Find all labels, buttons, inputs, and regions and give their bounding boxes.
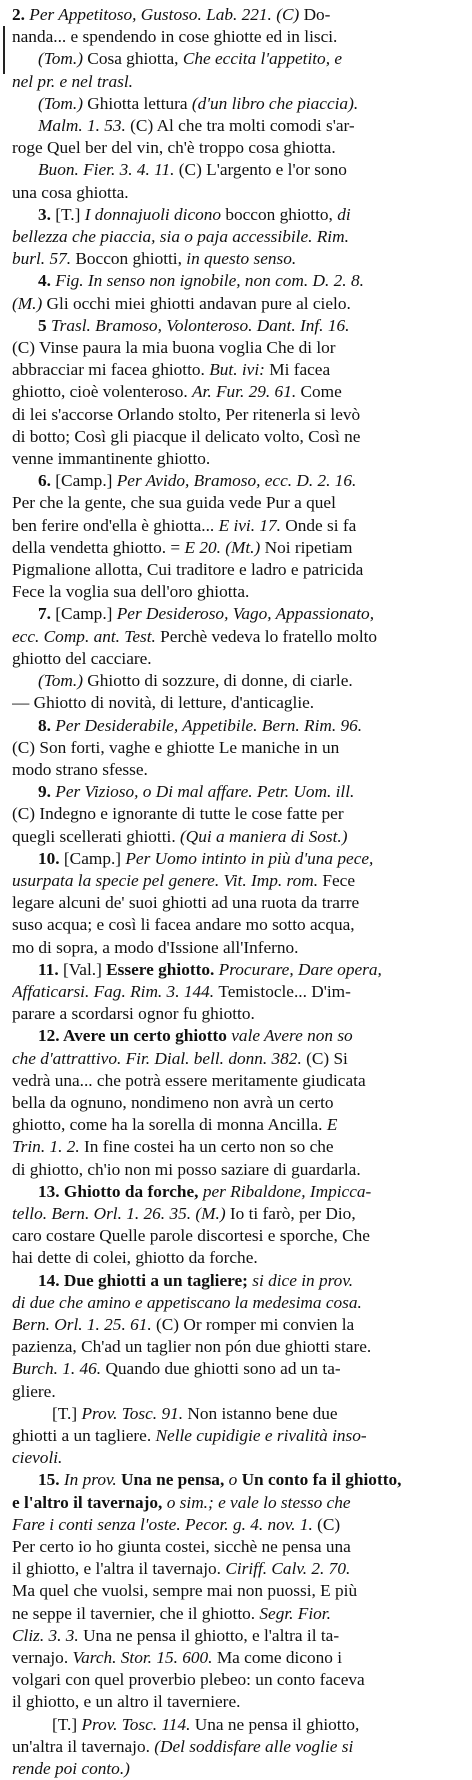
body-text: di ghiotto, ch'io non mi posso saziare di guardarla. [12, 1159, 361, 1179]
text-line [12, 914, 460, 936]
bold-text: 7. [38, 604, 56, 624]
body-text: modo strano sfesse. [12, 759, 148, 779]
text-line [12, 1669, 460, 1691]
body-text: Per certo io ho giunta costei, sicchè ne pensa una [12, 1537, 351, 1557]
italic-text: Cliz. 3. 3. [12, 1625, 84, 1645]
body-text: gliere. [12, 1381, 56, 1401]
text-line [12, 892, 460, 914]
italic-text: bellezza che piaccia, sia o paja accessibile. Rim. [12, 227, 349, 247]
dictionary-entries [12, 4, 460, 1780]
text-line [12, 1714, 460, 1736]
body-text: [Camp.] [63, 848, 126, 868]
text-line [12, 1225, 460, 1247]
body-text: ghiotto del cacciare. [12, 648, 152, 668]
body-text: venne immantinente ghiotto. [12, 449, 211, 469]
text-line [12, 737, 460, 759]
text-line [12, 581, 460, 603]
body-text: boccon ghiotto, [225, 204, 338, 224]
body-text: ghiotto, cioè volenteroso. [12, 382, 192, 402]
bold-text: Una ne pensa, [121, 1470, 229, 1490]
body-text: vernajo. [12, 1648, 73, 1668]
text-line [12, 159, 460, 181]
text-line [12, 26, 460, 48]
italic-text: Per Vizioso, o Di mal affare. Petr. Uom. ill. [55, 782, 355, 802]
italic-text: Trasl. Bramoso, Volonteroso. Dant. Inf. 16. [50, 315, 350, 335]
body-text: vedrà una... che potrà essere meritamente giudicata [12, 1070, 366, 1090]
bold-text: 10. [38, 848, 64, 868]
text-line [12, 248, 460, 270]
bold-text: 4. [38, 271, 56, 291]
body-text: Ghiotto di sozzure, di donne, di ciarle. [87, 671, 353, 691]
bold-text: 13. [38, 1181, 64, 1201]
text-line [12, 4, 460, 26]
italic-text: burl. 57. [12, 249, 76, 269]
text-line [12, 293, 460, 315]
bold-text: Due ghiotti a un tagliere; [63, 1270, 253, 1290]
body-text: roge Quel ber del vin, ch'è troppo cosa ghiotta. [12, 138, 336, 158]
text-line [12, 870, 460, 892]
text-line [12, 559, 460, 581]
body-text: Noi ripetiam [264, 537, 353, 557]
bold-text: 12. [38, 1026, 63, 1046]
dictionary-entry [12, 315, 460, 470]
text-line [12, 1136, 460, 1158]
italic-text: I donnajuoli dicono [84, 204, 226, 224]
italic-text: ecc. Comp. ant. Test. [12, 626, 161, 646]
body-text: volgari con quel proverbio plebeo: un conto faceva [12, 1670, 365, 1690]
dictionary-entry [12, 603, 460, 714]
text-line [12, 848, 460, 870]
dictionary-entry [12, 1469, 460, 1780]
italic-text: usurpata la specie pel genere. Vit. Imp. rom. [12, 870, 323, 890]
text-line [12, 492, 460, 514]
body-text: [T.] [52, 1714, 82, 1734]
body-text: Mi facea [269, 360, 331, 380]
body-text: Pigmalione allotta, Cui traditore e ladro e patricida [12, 560, 364, 580]
body-text: (C) Indegno e ignorante di tutte le cose fatte per [12, 804, 344, 824]
body-text: di lei s'accorse Orlando stolto, Per ritenerla si levò [12, 404, 361, 424]
body-text: mo di sopra, a modo d'Issione all'Inferno. [12, 937, 299, 957]
text-line [12, 1025, 460, 1047]
body-text: Io ti farò, per Dio, [229, 1203, 356, 1223]
bold-text: Essere ghiotto. [106, 959, 219, 979]
body-text: della vendetta ghiotto. = [12, 537, 185, 557]
text-line [12, 381, 460, 403]
text-line [12, 1114, 460, 1136]
body-text: [T.] [55, 204, 85, 224]
body-text: Ma come dicono i [216, 1648, 343, 1668]
text-line [12, 1270, 460, 1292]
dictionary-entry [12, 270, 460, 314]
dictionary-entry [12, 1025, 460, 1180]
text-line [12, 359, 460, 381]
italic-text: Ciriff. Calv. 2. 70. [225, 1559, 351, 1579]
text-line [12, 759, 460, 781]
bold-text: 2. [12, 5, 30, 24]
body-text: abbracciar mi facea ghiotto. [12, 360, 210, 380]
italic-text: Fig. In senso non ignobile, non com. D. 2. 8. [55, 271, 364, 291]
text-line [12, 1425, 460, 1447]
body-text: (C) Son forti, vaghe e ghiotte Le maniche in un [12, 737, 340, 757]
italic-text: Per Desideroso, Vago, Appassionato, [116, 604, 375, 624]
body-text: Boccon ghiotti, [75, 249, 187, 269]
italic-text: vale Avere non so [231, 1026, 353, 1046]
text-line [12, 1159, 460, 1181]
body-text: Gli occhi miei ghiotti andavan pure al cielo. [46, 293, 351, 313]
text-line [12, 1003, 460, 1025]
body-text: (C) L'argento e l'or sono [178, 160, 347, 180]
italic-text: per Ribaldone, Impicca- [202, 1181, 372, 1201]
text-line [12, 781, 460, 803]
body-text: Una ne pensa il ghiotto, e l'altra il ta- [83, 1625, 340, 1645]
dictionary-entry [12, 959, 460, 1026]
text-line [12, 337, 460, 359]
dictionary-entry [12, 470, 460, 603]
body-text: hai dette di colei, ghiotto da forche. [12, 1248, 258, 1268]
italic-text: Trin. 1. 2. [12, 1137, 85, 1157]
italic-text: Nelle cupidigie e rivalità inso- [155, 1426, 367, 1445]
italic-text: Ar. Fur. 29. 61. [191, 382, 301, 402]
body-text: (C) Al che tra molti comodi s'ar- [130, 116, 355, 136]
body-text: (C) Or romper mi convien la [156, 1314, 355, 1334]
body-text: Quando due ghiotti sono ad un ta- [105, 1359, 341, 1379]
body-text: quegli scellerati ghiotti. [12, 826, 180, 846]
text-line [12, 1092, 460, 1114]
text-line [12, 1536, 460, 1558]
italic-text: But. ivi: [209, 360, 270, 380]
text-line [12, 1070, 460, 1092]
text-line [12, 270, 460, 292]
italic-text: Segr. Fior. [259, 1603, 331, 1623]
italic-text: (d'un libro che piaccia). [191, 93, 359, 113]
bold-text: 9. [38, 782, 56, 802]
italic-text: rende poi conto.) [12, 1759, 130, 1779]
body-text: il ghiotto, e un altro il taverniere. [12, 1692, 241, 1712]
text-line [12, 648, 460, 670]
bold-text: Un conto fa il ghiotto, [241, 1470, 402, 1490]
body-text: Una ne pensa il ghiotto, [194, 1714, 360, 1734]
body-text: Ghiotta lettura [87, 93, 192, 113]
text-line [12, 71, 460, 93]
text-line [12, 1358, 460, 1380]
body-text: Fece [322, 870, 355, 890]
italic-text: E 20. (Mt.) [184, 537, 265, 557]
text-line [12, 1314, 460, 1336]
italic-text: Malm. 1. 53. [38, 116, 131, 136]
italic-text: (Tom.) [38, 49, 88, 69]
text-line [12, 404, 460, 426]
body-text: Cosa ghiotta, [87, 49, 183, 69]
italic-text: (C) [276, 5, 304, 24]
body-text: il ghiotto, e l'altra il tavernajo. [12, 1559, 226, 1579]
italic-text: Che eccita l'appetito, e [182, 49, 343, 69]
text-line [12, 692, 460, 714]
italic-text: (Tom.) [38, 93, 88, 113]
italic-text: Varch. Stor. 15. 600. [72, 1648, 217, 1668]
text-line [12, 1514, 460, 1536]
italic-text: Per Avido, Bramoso, ecc. D. 2. 16. [116, 471, 357, 491]
bold-text: 6. [38, 471, 56, 491]
italic-text: E [326, 1115, 338, 1135]
text-line [12, 426, 460, 448]
body-text: In fine costei ha un certo non so che [84, 1137, 334, 1157]
body-text: (C) [317, 1514, 341, 1534]
body-text: Do- [303, 5, 331, 24]
text-line [12, 470, 460, 492]
body-text: Temistocle... D'im- [218, 981, 351, 1001]
body-text: [Camp.] [55, 604, 117, 624]
text-line [12, 1647, 460, 1669]
italic-text: (Tom.) [38, 671, 88, 691]
italic-text: Affaticarsi. Fag. Rim. 3. 144. [12, 981, 219, 1001]
text-line [12, 1292, 460, 1314]
text-line [12, 515, 460, 537]
body-text: suso acqua; e così li facea andare mo sotto acqua, [12, 915, 355, 935]
text-line [12, 1736, 460, 1758]
italic-text: nel pr. e nel trasl. [12, 71, 133, 91]
body-text: parare a scordarsi ognor fu ghiotto. [12, 1004, 255, 1024]
body-text: — Ghiotto di novità, di letture, d'anticaglie. [12, 693, 315, 713]
text-line [12, 1492, 460, 1514]
body-text: una cosa ghiotta. [12, 182, 129, 202]
body-text: [T.] [52, 1403, 82, 1423]
italic-text: Per Uomo intinto in più d'una pece, [125, 848, 374, 868]
text-line [12, 603, 460, 625]
body-text: pazienza, Ch'ad un taglier non pón due ghiotti stare. [12, 1337, 372, 1357]
body-text: ghiotti a un tagliere. [12, 1426, 156, 1445]
text-line [12, 1181, 460, 1203]
italic-text: In prov. [63, 1470, 122, 1490]
text-line [12, 115, 460, 137]
body-text: Perchè vedeva lo fratello molto [160, 626, 378, 646]
dictionary-entry [12, 715, 460, 782]
text-line [12, 1048, 460, 1070]
bold-text: 15. [38, 1470, 64, 1490]
body-text: ben ferire ond'ella è ghiotta... [12, 515, 219, 535]
body-text: Ma quel che vuolsi, sempre mai non puossi, E più [12, 1581, 358, 1601]
text-line [12, 959, 460, 981]
italic-text: (Del soddisfare alle voglie si [154, 1736, 354, 1756]
text-line [12, 315, 460, 337]
text-line [12, 715, 460, 737]
body-text: nanda... e spendendo in cose ghiotte ed in lisci. [12, 27, 338, 47]
italic-text: o [228, 1470, 242, 1490]
text-line [12, 182, 460, 204]
body-text: un'altra il tavernajo. [12, 1736, 155, 1756]
text-line [12, 826, 460, 848]
dictionary-entry [12, 781, 460, 848]
body-text: Fece la voglia sua dell'oro ghiotta. [12, 582, 250, 602]
text-line [12, 1625, 460, 1647]
body-text: ne seppe il tavernier, che il ghiotto. [12, 1603, 260, 1623]
text-line [12, 1758, 460, 1780]
text-line [12, 1381, 460, 1403]
italic-text: Burch. 1. 46. [12, 1359, 106, 1379]
text-line [12, 803, 460, 825]
text-line [12, 93, 460, 115]
bold-text: 3. [38, 204, 56, 224]
italic-text: si dice in prov. [252, 1270, 354, 1290]
bold-text: 11. [38, 959, 63, 979]
text-line [12, 48, 460, 70]
italic-text: di [337, 204, 351, 224]
text-line [12, 1203, 460, 1225]
bold-text: 14. [38, 1270, 64, 1290]
body-text: legare alcuni de' suoi ghiotti ad una ruota da trarre [12, 893, 360, 913]
italic-text: Per Desiderabile, Appetibile. Bern. Rim. 96. [55, 715, 363, 735]
italic-text: Prov. Tosc. 91. [81, 1403, 188, 1423]
dictionary-entry [12, 204, 460, 271]
bold-text: 5 [38, 315, 51, 335]
body-text: bella da ognuno, nondimeno non avrà un certo [12, 1092, 334, 1112]
body-text: di botto; Così gli piacque il delicato volto, Così ne [12, 426, 361, 446]
dictionary-entry [12, 4, 460, 204]
text-line [12, 226, 460, 248]
text-line [12, 1558, 460, 1580]
italic-text: Per Appetitoso, Gustoso. Lab. 221. [29, 5, 277, 24]
body-text: ghiotto, come ha la sorella di monna Ancilla. [12, 1115, 327, 1135]
bold-text: Avere un certo ghiotto [62, 1026, 232, 1046]
body-text: (C) Si [306, 1048, 348, 1068]
text-line [12, 1336, 460, 1358]
text-line [12, 1469, 460, 1491]
italic-text: E ivi. 17. [218, 515, 286, 535]
italic-text: Buon. Fier. 3. 4. 11. [38, 160, 179, 180]
italic-text: che d'attrattivo. Fir. Dial. bell. donn. 382. [12, 1048, 307, 1068]
italic-text: Bern. Orl. 1. 25. 61. [12, 1314, 157, 1334]
dictionary-entry [12, 848, 460, 959]
body-text: Onde si fa [285, 515, 357, 535]
bold-text: e l'altro il tavernajo, [12, 1492, 167, 1512]
text-line [12, 1580, 460, 1602]
italic-text: (Qui a maniera di Sost.) [179, 826, 348, 846]
text-line [12, 981, 460, 1003]
dictionary-entry [12, 1270, 460, 1470]
body-text: caro costare Quelle parole discortesi e sporche, Che [12, 1226, 370, 1246]
body-text: [Camp.] [55, 471, 117, 491]
bold-text: Ghiotto da forche, [63, 1181, 203, 1201]
text-line [12, 626, 460, 648]
italic-text: Prov. Tosc. 114. [81, 1714, 195, 1734]
italic-text: cievoli. [12, 1448, 63, 1468]
text-line [12, 1403, 460, 1425]
italic-text: Procurare, Dare opera, [218, 959, 382, 979]
margin-rule [3, 26, 5, 74]
text-line [12, 1247, 460, 1269]
text-line [12, 448, 460, 470]
italic-text: di due che amino e appetiscano la medesima cosa. [12, 1292, 362, 1312]
dictionary-entry [12, 1181, 460, 1270]
body-text: Per che la gente, che sua guida vede Pur a quel [12, 493, 336, 513]
bold-text: 8. [38, 715, 56, 735]
italic-text: (M.) [12, 293, 47, 313]
body-text: Come [300, 382, 342, 402]
text-line [12, 937, 460, 959]
text-line [12, 137, 460, 159]
italic-text: in questo senso. [186, 249, 297, 269]
italic-text: Fare i conti senza l'oste. Pecor. g. 4. nov. 1. [12, 1514, 318, 1534]
text-line [12, 670, 460, 692]
text-line [12, 1691, 460, 1713]
italic-text: o sim.; e vale lo stesso che [166, 1492, 351, 1512]
text-line [12, 204, 460, 226]
body-text: Non istanno bene due [187, 1403, 338, 1423]
text-line [12, 1603, 460, 1625]
body-text: [Val.] [62, 959, 107, 979]
italic-text: tello. Bern. Orl. 1. 26. 35. (M.) [12, 1203, 230, 1223]
body-text: (C) Vinse paura la mia buona voglia Che di lor [12, 338, 336, 358]
text-line [12, 537, 460, 559]
text-line [12, 1447, 460, 1469]
